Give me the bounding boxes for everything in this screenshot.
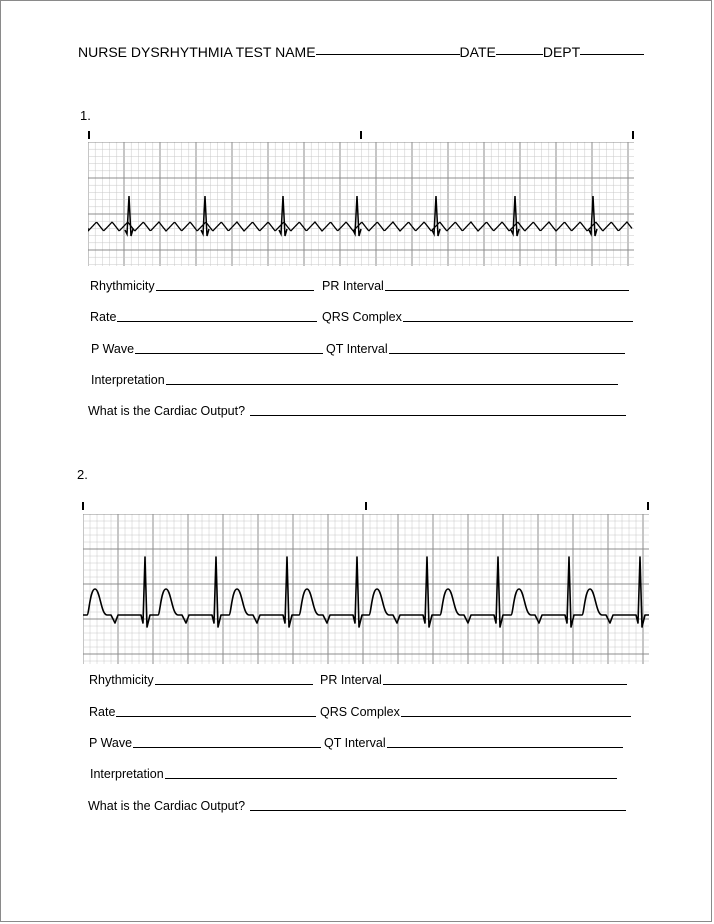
interpretation-label: Interpretation (91, 373, 165, 387)
cardiac-output-label: What is the Cardiac Output? (88, 404, 246, 418)
strip-2-tick-start (82, 502, 84, 510)
strip-2-tick-mid (365, 502, 367, 510)
q2-pr-interval-field (320, 673, 627, 687)
strip-1-tick-end (632, 131, 634, 139)
p-wave-label: P Wave (91, 342, 135, 356)
q2-interpretation-field (90, 767, 617, 781)
qrs-spike (125, 196, 133, 236)
q1-qt-interval-field (326, 342, 625, 356)
qt-interval-blank[interactable] (389, 353, 625, 354)
pr-interval-label: PR Interval (322, 279, 384, 293)
ecg-strip-1 (88, 142, 634, 266)
pr-interval-label: PR Interval (320, 673, 382, 687)
strip-1-tick-start (88, 131, 90, 139)
rate-blank[interactable] (117, 321, 317, 322)
q2-qrs-complex-field (320, 705, 631, 719)
qrs-spike (279, 196, 287, 236)
p-wave-blank[interactable] (135, 353, 323, 354)
dept-label: DEPT (542, 44, 581, 60)
pr-interval-blank[interactable] (385, 290, 629, 291)
qt-interval-label: QT Interval (324, 736, 386, 750)
q1-rhythmicity-field (90, 279, 314, 293)
ecg-trace-1 (88, 222, 632, 231)
strip-1-tick-mid (360, 131, 362, 139)
rhythmicity-label: Rhythmicity (89, 673, 154, 687)
q2-qt-interval-field (324, 736, 623, 750)
qrs-spike (201, 196, 209, 236)
rhythmicity-blank[interactable] (156, 290, 314, 291)
pr-interval-blank[interactable] (383, 684, 627, 685)
qrs-spike (432, 196, 440, 236)
q1-cardiac-output-field (88, 404, 626, 418)
ecg-grid-2 (83, 514, 649, 664)
date-label: DATE (459, 44, 496, 60)
rate-label: Rate (90, 310, 117, 324)
qrs-complex-label: QRS Complex (322, 310, 402, 324)
cardiac-output-blank[interactable] (250, 810, 626, 811)
q1-rate-field (90, 310, 317, 324)
strip-2-tick-end (647, 502, 649, 510)
qrs-spike (589, 196, 597, 236)
q1-interpretation-field (91, 373, 618, 387)
cardiac-output-blank[interactable] (250, 415, 626, 416)
name-label: NAME (275, 44, 316, 60)
qrs-complex-blank[interactable] (401, 716, 631, 717)
q2-p-wave-field (89, 736, 321, 750)
q1-pr-interval-field (322, 279, 629, 293)
cardiac-output-label: What is the Cardiac Output? (88, 799, 246, 813)
interpretation-blank[interactable] (165, 778, 617, 779)
question-2-number: 2. (77, 467, 88, 482)
qt-interval-label: QT Interval (326, 342, 388, 356)
ecg-trace-2 (83, 557, 649, 627)
test-title: NURSE DYSRHYTHMIA TEST (78, 44, 272, 60)
interpretation-label: Interpretation (90, 767, 164, 781)
q2-rate-field (89, 705, 316, 719)
qrs-complex-blank[interactable] (403, 321, 633, 322)
interpretation-blank[interactable] (166, 384, 618, 385)
qrs-complex-label: QRS Complex (320, 705, 400, 719)
q2-rhythmicity-field (89, 673, 313, 687)
rate-blank[interactable] (116, 716, 316, 717)
dept-blank[interactable] (580, 54, 644, 55)
rate-label: Rate (89, 705, 116, 719)
q1-qrs-complex-field (322, 310, 633, 324)
qt-interval-blank[interactable] (387, 747, 623, 748)
p-wave-label: P Wave (89, 736, 133, 750)
qrs-spike (511, 196, 519, 236)
p-wave-blank[interactable] (133, 747, 321, 748)
date-blank[interactable] (496, 54, 543, 55)
rhythmicity-blank[interactable] (155, 684, 313, 685)
ecg-grid-1 (88, 142, 634, 266)
ecg-strip-2 (83, 514, 649, 664)
rhythmicity-label: Rhythmicity (90, 279, 155, 293)
question-1-number: 1. (80, 108, 91, 123)
q1-p-wave-field (91, 342, 323, 356)
page-header (78, 44, 644, 60)
q2-cardiac-output-field (88, 799, 626, 813)
name-blank[interactable] (316, 54, 460, 55)
